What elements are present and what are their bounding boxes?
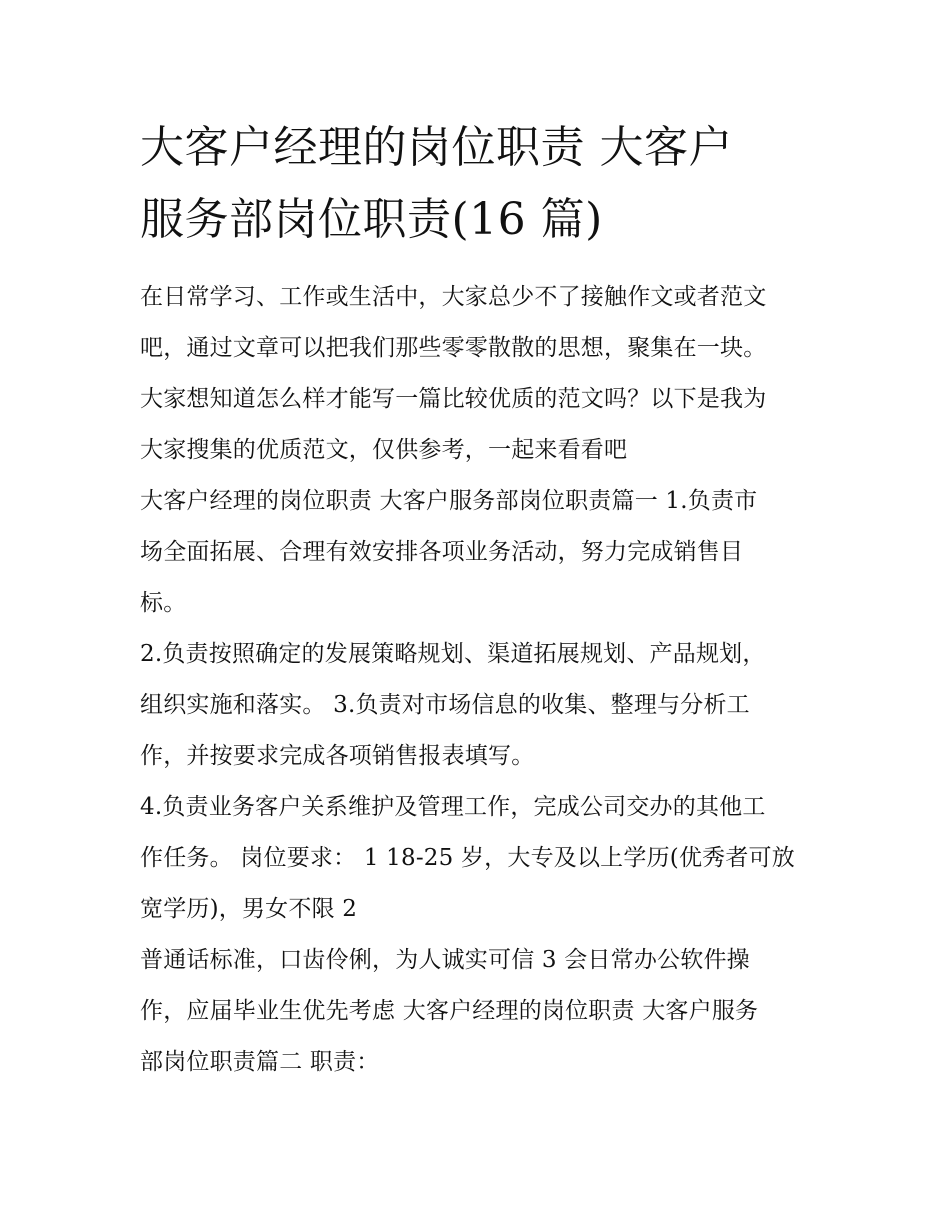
- document-body: [140, 272, 820, 1088]
- text-line: 组织实施和落实。 3.负责对市场信息的收集、整理与分析工: [140, 692, 750, 718]
- text-line: 标。: [140, 590, 187, 616]
- text-line: 部岗位职责篇二 职责：: [140, 1049, 380, 1075]
- text-line: 作任务。 岗位要求： 1 18-25 岁，大专及以上学历(优秀者可放: [140, 845, 795, 871]
- text-line: 4.负责业务客户关系维护及管理工作，完成公司交办的其他工: [140, 794, 766, 820]
- text-line: 大家搜集的优质范文，仅供参考，一起来看看吧: [140, 437, 628, 463]
- title-line-1: 大客户经理的岗位职责 大客户: [140, 122, 733, 173]
- text-line: 普通话标准，口齿伶俐，为人诚实可信 3 会日常办公软件操: [140, 947, 750, 973]
- duty-2-3-paragraph: [140, 629, 820, 782]
- section-one-paragraph: [140, 476, 820, 629]
- text-line: 宽学历)，男女不限 2: [140, 896, 358, 922]
- document-content: [140, 112, 820, 1088]
- text-line: 在日常学习、工作或生活中，大家总少不了接触作文或者范文: [140, 284, 767, 310]
- text-line: 2.负责按照确定的发展策略规划、渠道拓展规划、产品规划，: [140, 641, 766, 667]
- title-line-2: 服务部岗位职责(16 篇): [140, 194, 603, 245]
- text-line: 场全面拓展、合理有效安排各项业务活动，努力完成销售目: [140, 539, 744, 565]
- text-line: 大家想知道怎么样才能写一篇比较优质的范文吗？以下是我为: [140, 386, 767, 412]
- text-line: 作，并按要求完成各项销售报表填写。: [140, 743, 535, 769]
- duty-4-requirements-paragraph: [140, 782, 820, 935]
- requirements-section-two-paragraph: [140, 935, 820, 1088]
- text-line: 作，应届毕业生优先考虑 大客户经理的岗位职责 大客户服务: [140, 998, 759, 1024]
- text-line: 吧，通过文章可以把我们那些零零散散的思想，聚集在一块。: [140, 335, 767, 361]
- text-line: 大客户经理的岗位职责 大客户服务部岗位职责篇一 1.负责市: [140, 488, 758, 514]
- document-title: [140, 112, 820, 256]
- intro-paragraph: [140, 272, 820, 476]
